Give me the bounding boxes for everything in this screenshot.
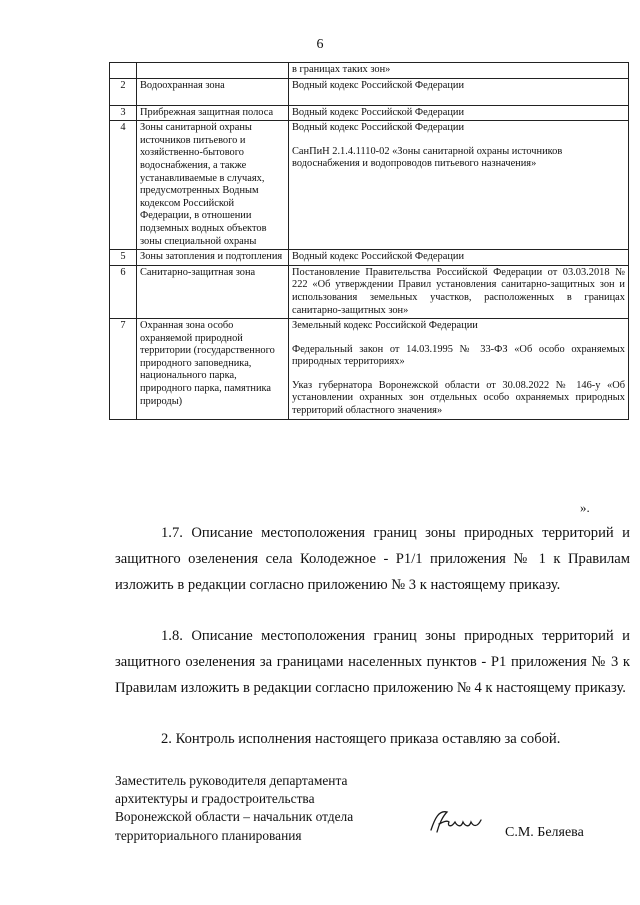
table-row [110,319,629,420]
document-ref: Водный кодекс Российской Федерации [292,106,465,118]
zone-name: Санитарно-защитная зона [137,265,289,318]
page-number: 6 [316,37,324,52]
row-number [110,63,137,79]
document-ref: СанПиН 2.1.4.1110-02 «Зоны санитарной охраны источников водоснабжения и водопроводов питьевого назначения» [292,145,563,170]
document-ref: Водный кодекс Российской Федерации [292,122,465,134]
zone-documents [289,105,629,121]
document-ref: в границах таких зон» [292,64,391,75]
document-ref: Земельный кодекс Российской Федерации [292,320,478,332]
paragraph-text: 1.7. Описание местоположения границ зоны природных территорий и защитного озеленения села Колодежное - Р1/1 приложения № 1 к Правилам изложить в редакции согласно приложению № 3 к настоящему приказу. [115,525,630,593]
zone-documents [289,250,629,266]
document-ref: Постановление Правительства Российской Федерации от 03.03.2018 № 222 «Об утверждении Правил установления санитарно-защитных зон и использования земельных участков, расположенных в границах санитарно-защитных зон» [292,266,625,316]
table-row [110,265,629,318]
document-ref: Указ губернатора Воронежской области от 30.08.2022 № 146-у «Об установлении охранных зон отдельных особо охраняемых природных территорий областного значения» [292,379,625,417]
signatory-name: С.М. Беляева [505,825,584,840]
row-number: 5 [110,250,137,266]
document-ref: Федеральный закон от 14.03.1995 № 33-ФЗ «Об особо охраняемых природных территориях» [292,343,625,368]
position-line: территориального планирования [115,827,302,843]
zone-name: Водоохранная зона [137,78,289,105]
paragraph-text: 2. Контроль исполнения настоящего приказа оставляю за собой. [161,731,561,747]
document-ref: Водный кодекс Российской Федерации [292,251,465,263]
row-number: 6 [110,265,137,318]
zone-name: Зоны затопления и подтопления [137,250,289,266]
row-number: 3 [110,105,137,121]
paragraph-2 [115,727,630,753]
zone-name: Охранная зона особо охраняемой природной территории (государственного природного заповедника, национального парка, природного парка, памятника природы) [137,319,289,420]
closing-quote: ». [580,500,590,515]
zone-name [137,63,289,79]
zone-documents [289,63,629,79]
table-row [110,250,629,266]
row-number: 2 [110,78,137,105]
position-line: Заместитель руководителя департамента [115,773,348,788]
document-ref: Водный кодекс Российской Федерации [292,79,465,91]
table-row [110,78,629,105]
position-line: архитектуры и градостроительства [115,791,315,807]
paragraph-1-7 [115,521,630,598]
row-number: 4 [110,121,137,250]
zone-documents [289,265,629,318]
paragraph-1-8 [115,624,630,701]
table-row [110,121,629,250]
zone-name: Зоны санитарной охраны источников питьевого и хозяйственно-бытового водоснабжения, а также устанавливаемые в случаях, предусмотренных Водным кодексом Российской Федерации, в отношении подземных водных объектов зоны специальной охраны [137,121,289,250]
zone-documents [289,319,629,420]
zones-table [109,62,629,420]
position-line: Воронежской области – начальник отдела [115,809,354,825]
table-row [110,63,629,79]
signatory-position [115,772,353,845]
zone-documents [289,121,629,250]
handwritten-signature [425,806,487,836]
paragraph-text: 1.8. Описание местоположения границ зоны природных территорий и защитного озеленения за границами населенных пунктов - Р1 приложения № 3 к Правилам изложить в редакции согласно приложению № 4 к настоящему приказу. [115,628,630,696]
zone-documents [289,78,629,105]
row-number: 7 [110,319,137,420]
table-row [110,105,629,121]
zone-name: Прибрежная защитная полоса [137,105,289,121]
